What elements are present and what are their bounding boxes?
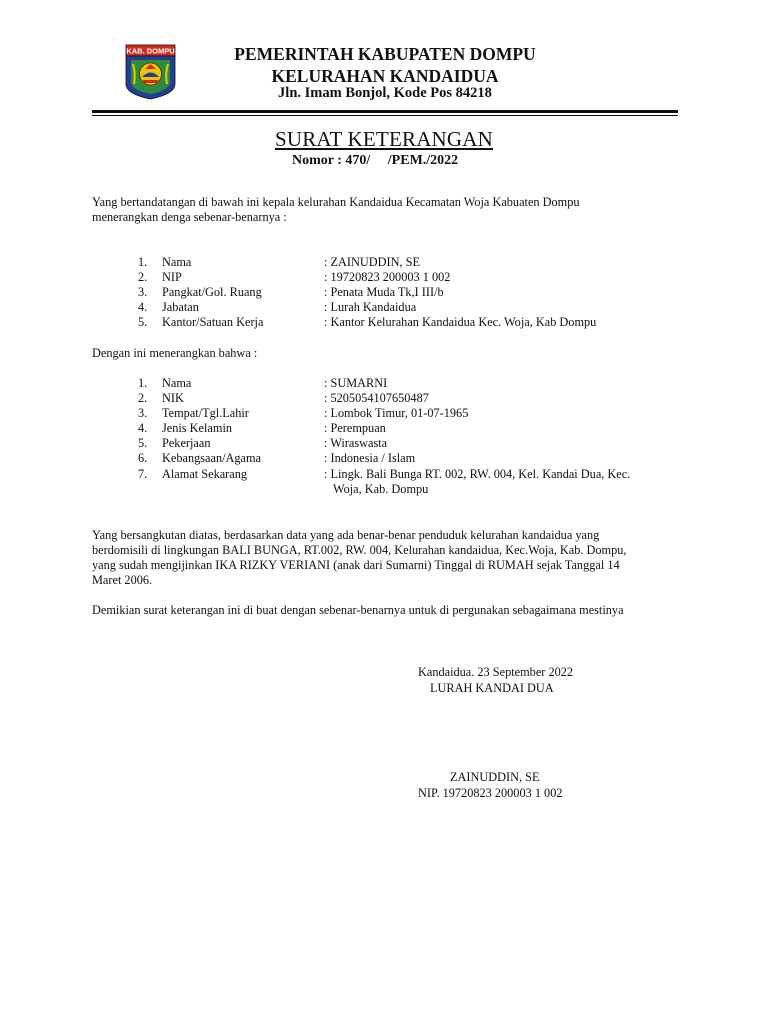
signature-name: ZAINUDDIN, SE [450,770,540,784]
regency-emblem-icon [125,44,176,100]
body-paragraph-line-2: berdomisili di lingkungan BALI BUNGA, RT.002, RW. 004, Kelurahan kandaidua, Kec.Woja, Kab. Dompu, [92,543,627,557]
document-page: KAB. DOMPU PEMERINTAH KABUPATEN DOMPU KELURAHAN KANDAIDUA Jln. Imam Bonjol, Kode Pos 84218 SURAT KETERANGAN Nomor : 470/ /PEM./2022 Yang bertandatangan di bawah ini kepala kelurahan Kandaidua Kecamatan Woja Kabuaten Dompu menerangkan denga sebenar-benarnya : 1. Nama : ZAINUDDIN, SE 2. NIP : 19720823 200003 1 002 3. Pangkat/Gol. Ruang : Penata Muda Tk,I III/b 4. Jabatan : Lurah Kandaidua 5. Kantor/Satuan Kerja : Kantor Kelurahan Kandaidua Kec. Woja, Kab Dompu Dengan ini menerangkan bahwa : 1. Nama : SUMARNI 2. NIK : 5205054107650487 3. Tempat/Tgl.Lahir : Lombok Timur, 01-07-1965 4. Jenis Kelamin : Perempuan 5. Pekerjaan : Wiraswasta 6. Kebangsaan/Agama : Indonesia / Islam 7. Alamat Sekarang : Lingk. Bali Bunga RT. 002, RW. 004, Kel. Kandai Dua, Kec. Woja, Kab. Dompu Yang bersangkutan diatas, berdasarkan data yang ada benar-benar penduduk kelurahan kandaidua yang berdomisili di lingkungan BALI BUNGA, RT.002, RW. 004, Kelurahan kandaidua, Kec.Woja, Kab. Dompu, yang sudah mengijinkan IKA RIZKY VERIANI (anak dari Sumarni) Tinggal di RUMAH sejak Tanggal 14 Maret 2006. Demikian surat keterangan ini di buat dengan sebenar-benarnya untuk di pergunakan sebagaimana mestinya Kandaidua. 23 September 2022 LURAH KANDAI DUA ZAINUDDIN, SE NIP. 19720823 200003 1 002 [0,0,768,1024]
header-address: Jln. Imam Bonjol, Kode Pos 84218 [278,85,492,101]
signature-position: LURAH KANDAI DUA [430,681,554,695]
signature-place-date: Kandaidua. 23 September 2022 [418,665,574,679]
letter-number: Nomor : 470/ /PEM./2022 [292,153,459,168]
header-divider-thin [92,115,678,116]
logo-text: KAB. DOMPU [126,46,175,56]
body-paragraph-line-1: Yang bersangkutan diatas, berdasarkan data yang ada benar-benar penduduk kelurahan kandaidua yang [92,528,600,542]
intro-line-2: menerangkan denga sebenar-benarnya : [92,210,287,224]
body-paragraph-line-4: Maret 2006. [92,573,153,587]
middle-statement: Dengan ini menerangkan bahwa : [92,346,258,360]
letter-title: SURAT KETERANGAN [274,127,494,151]
signature-nip: NIP. 19720823 200003 1 002 [418,786,563,800]
closing-statement: Demikian surat keterangan ini di buat dengan sebenar-benarnya untuk di pergunakan sebagaimana mestinya [92,603,624,617]
header-divider-thick [92,110,678,113]
header-kelurahan: KELURAHAN KANDAIDUA [271,66,499,86]
intro-line-1: Yang bertandatangan di bawah ini kepala kelurahan Kandaidua Kecamatan Woja Kabuaten Dompu [92,195,580,209]
header-government: PEMERINTAH KABUPATEN DOMPU [234,44,536,64]
body-paragraph-line-3: yang sudah mengijinkan IKA RIZKY VERIANI (anak dari Sumarni) Tinggal di RUMAH sejak Tanggal 14 [92,558,620,572]
